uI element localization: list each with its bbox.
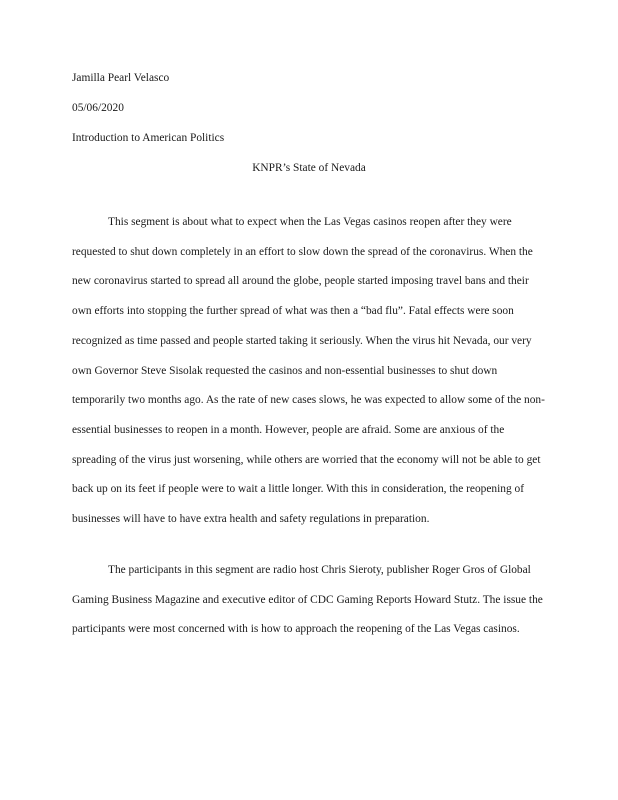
paragraph-2: The participants in this segment are radio host Chris Sieroty, publisher Roger Gros of Global Gaming Business Magazine and executive editor of CDC Gaming Reports Howard Stutz. The issue the participants were most concerned with is how to approach the reopening of the Las Vegas casinos. [72, 564, 543, 636]
document-date: 05/06/2020 [72, 102, 124, 114]
paragraph-1: This segment is about what to expect when the Las Vegas casinos reopen after they were requested to shut down completely in an effort to slow down the spread of the coronavirus. When the new coronavirus started to spread all around the globe, people started imposing travel bans and their own efforts into stopping the further spread of what was then a “bad flu”. Fatal effects were soon recognized as time passed and people started taking it seriously. When the virus hit Nevada, our very own Governor Steve Sisolak requested the casinos and non-essential businesses to shut down temporarily two months ago. As the rate of new cases slows, he was expected to allow some of the non-essential businesses to reopen in a month. However, people are afraid. Some are anxious of the spreading of the virus just worsening, while others are worried that the economy will not be able to get back up on its feet if people were to wait a little longer. With this in consideration, the reopening of businesses will have to have extra health and safety regulations in preparation. [72, 216, 545, 526]
course-name: Introduction to American Politics [72, 132, 225, 144]
document-title: KNPR’s State of Nevada [252, 162, 366, 174]
author-name: Jamilla Pearl Velasco [72, 72, 170, 84]
